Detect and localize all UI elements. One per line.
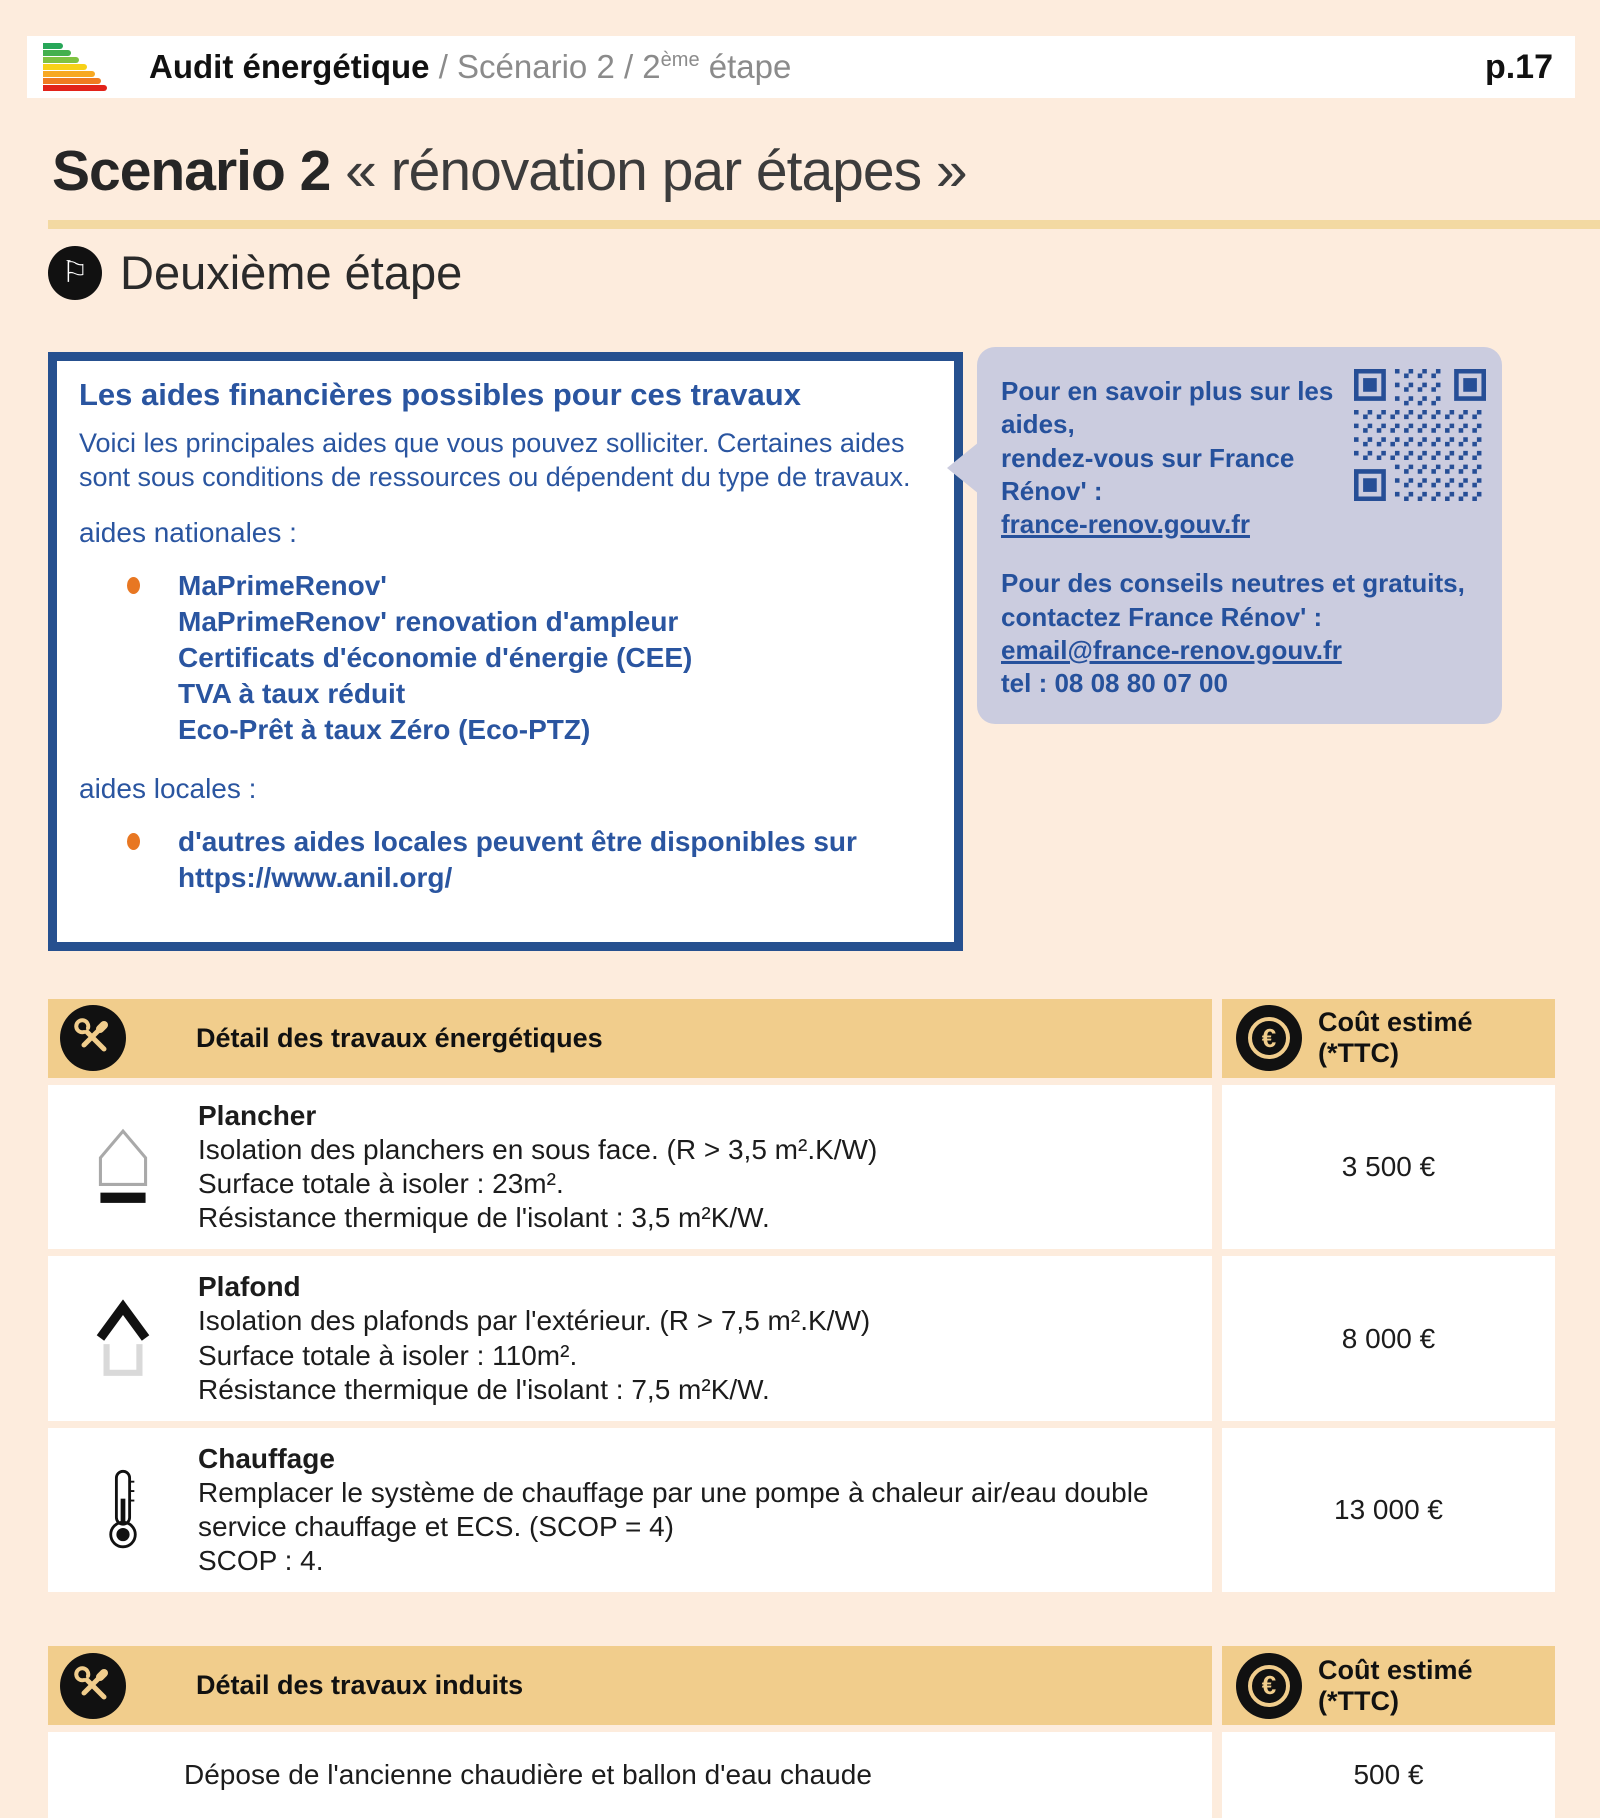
floor-icon	[48, 1127, 198, 1207]
induced-works-header	[48, 1646, 1212, 1725]
row-cost: 3 500 €	[1222, 1085, 1555, 1250]
row-cost: 13 000 €	[1222, 1428, 1555, 1593]
list-item: TVA à taux réduit	[178, 677, 406, 709]
row-cost: 8 000 €	[1222, 1256, 1555, 1421]
national-aids-list	[127, 569, 932, 750]
local-aids-list	[127, 825, 932, 897]
title-divider	[48, 220, 1600, 229]
list-item: d'autres aides locales peuvent être disponibles sur	[178, 826, 857, 858]
cost-header: € Coût estimé (*TTC)	[1222, 999, 1555, 1078]
local-aids-label: aides locales :	[79, 773, 257, 805]
row-line: SCOP : 4.	[198, 1545, 324, 1577]
row-title: Plafond	[198, 1271, 301, 1303]
row-line: Isolation des plafonds par l'extérieur. (R > 7,5 m².K/W)	[198, 1305, 871, 1337]
row-title: Plancher	[198, 1099, 317, 1131]
table-row	[48, 1256, 1555, 1421]
bubble-arrow	[947, 442, 979, 494]
ceiling-icon	[48, 1299, 198, 1379]
france-renov-email-link[interactable]: email@france-renov.gouv.fr	[1001, 634, 1342, 665]
euro-icon: €	[1236, 1653, 1302, 1719]
info-contact: Pour des conseils neutres et gratuits, contactez France Rénov' : email@france-renov.gouv.fr tel : 08 08 80 07 00	[1001, 567, 1482, 700]
induced-works-table	[48, 1646, 1555, 1818]
list-item: Certificats d'économie d'énergie (CEE)	[178, 641, 693, 673]
row-cost: 500 €	[1222, 1732, 1555, 1818]
tools-icon	[60, 1005, 126, 1071]
breadcrumb	[149, 48, 1485, 86]
bullet-icon	[127, 833, 140, 850]
page-title-scenario: Scenario 2	[52, 139, 331, 203]
top-header-bar	[27, 36, 1575, 98]
financial-aid-box	[48, 352, 963, 951]
tools-icon	[60, 1653, 126, 1719]
row-title: Chauffage	[198, 1442, 335, 1474]
list-item: Eco-Prêt à taux Zéro (Eco-PTZ)	[178, 714, 591, 746]
table-row	[48, 1428, 1555, 1593]
financial-aid-section	[48, 352, 1555, 951]
aid-box-title: Les aides financières possibles pour ces travaux	[79, 377, 801, 412]
energy-works-header	[48, 999, 1212, 1078]
info-more-aids: Pour en savoir plus sur les aides, rendez-vous sur France Rénov' : france-renov.gouv.fr	[1001, 376, 1334, 540]
euro-icon: €	[1236, 1005, 1302, 1071]
row-line: Surface totale à isoler : 110m².	[198, 1339, 578, 1371]
row-line: Remplacer le système de chauffage par une pompe à chaleur air/eau double service chauffage et ECS. (SCOP = 4)	[198, 1477, 1149, 1543]
table-title: Détail des travaux induits	[196, 1670, 524, 1701]
page-title-subject: « rénovation par étapes »	[345, 139, 967, 203]
bullet-icon	[127, 577, 140, 594]
flag-icon: ⚐	[48, 246, 102, 300]
energy-label-icon	[43, 40, 109, 94]
breadcrumb-path: / Scénario 2 / 2ème étape	[429, 48, 792, 85]
row-line: Résistance thermique de l'isolant : 3,5 m²K/W.	[198, 1202, 770, 1234]
page-number: p.17	[1484, 47, 1553, 86]
step-subtitle	[48, 245, 1600, 300]
row-line: Surface totale à isoler : 23m².	[198, 1167, 564, 1199]
thermometer-icon	[48, 1467, 198, 1553]
list-item: MaPrimeRenov' renovation d'ampleur	[178, 605, 679, 637]
france-renov-info-bubble	[977, 347, 1502, 724]
france-renov-phone: tel : 08 08 80 07 00	[1001, 668, 1228, 699]
row-line: Isolation des planchers en sous face. (R > 3,5 m².K/W)	[198, 1133, 878, 1165]
aid-box-intro: Voici les principales aides que vous pouvez solliciter. Certaines aides sont sous conditions de ressources ou dépendent du type de travaux.	[79, 428, 911, 492]
national-aids-label: aides nationales :	[79, 516, 297, 548]
france-renov-link[interactable]: france-renov.gouv.fr	[1001, 509, 1250, 540]
qr-code	[1354, 369, 1486, 501]
energy-works-table	[48, 999, 1555, 1593]
step-subtitle-label: Deuxième étape	[120, 246, 463, 299]
page-title	[52, 138, 1600, 204]
breadcrumb-document-title: Audit énergétique	[149, 48, 430, 85]
table-row	[48, 1732, 1555, 1818]
anil-link[interactable]: https://www.anil.org/	[178, 862, 453, 894]
table-row	[48, 1085, 1555, 1250]
list-item: MaPrimeRenov'	[178, 569, 387, 601]
cost-header: € Coût estimé (*TTC)	[1222, 1646, 1555, 1725]
row-line: Résistance thermique de l'isolant : 7,5 m²K/W.	[198, 1373, 770, 1405]
table-title: Détail des travaux énergétiques	[196, 1022, 603, 1053]
row-line: Dépose de l'ancienne chaudière et ballon d'eau chaude	[184, 1759, 872, 1791]
